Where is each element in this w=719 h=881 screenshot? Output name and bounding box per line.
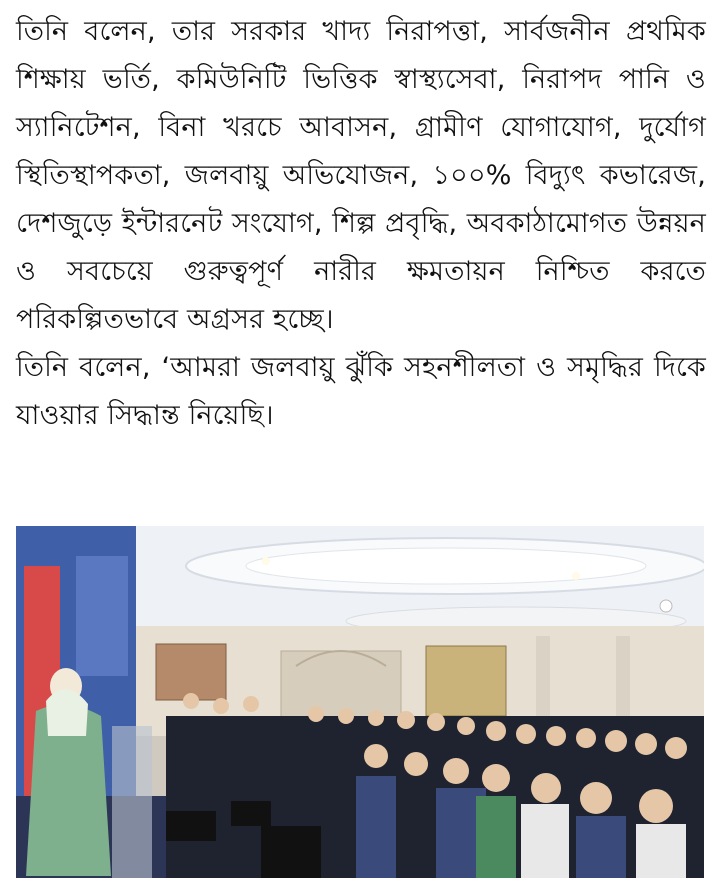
article-paragraph-2: তিনি বলেন, ‘আমরা জলবায়ু ঝুঁকি সহনশীলতা ও সমৃদ্ধির দিকে যাওয়ার সিদ্ধান্ত নিয়েছি।	[16, 352, 706, 431]
podium	[112, 726, 152, 878]
wall-painting	[426, 646, 506, 716]
audience	[166, 693, 704, 878]
conference-photo-illustration	[16, 526, 704, 878]
conference-photo	[16, 526, 704, 878]
article-body	[16, 8, 706, 440]
article-paragraph-1: তিনি বলেন, তার সরকার খাদ্য নিরাপত্তা, সার্বজনীন প্রথমিক শিক্ষায় ভর্তি, কমিউনিটি ভিত্তিক স্বাস্থ্যসেবা, নিরাপদ পানি ও স্যানিটেশন, বিনা খরচে আবাসন, গ্রামীণ যোগাযোগ, দুর্যোগ স্থিতিস্থাপকতা, জলবায়ু অভিযোজন, ১০০% বিদ্যুৎ কভারেজ, দেশজুড়ে ইন্টারনেট সংযোগ, শিল্প প্রবৃদ্ধি, অবকাঠামোগত উন্নয়ন ও সবচেয়ে গুরুত্বপূর্ণ নারীর ক্ষমতায়ন নিশ্চিত করতে পরিকল্পিতভাবে অগ্রসর হচ্ছে।	[16, 16, 706, 335]
